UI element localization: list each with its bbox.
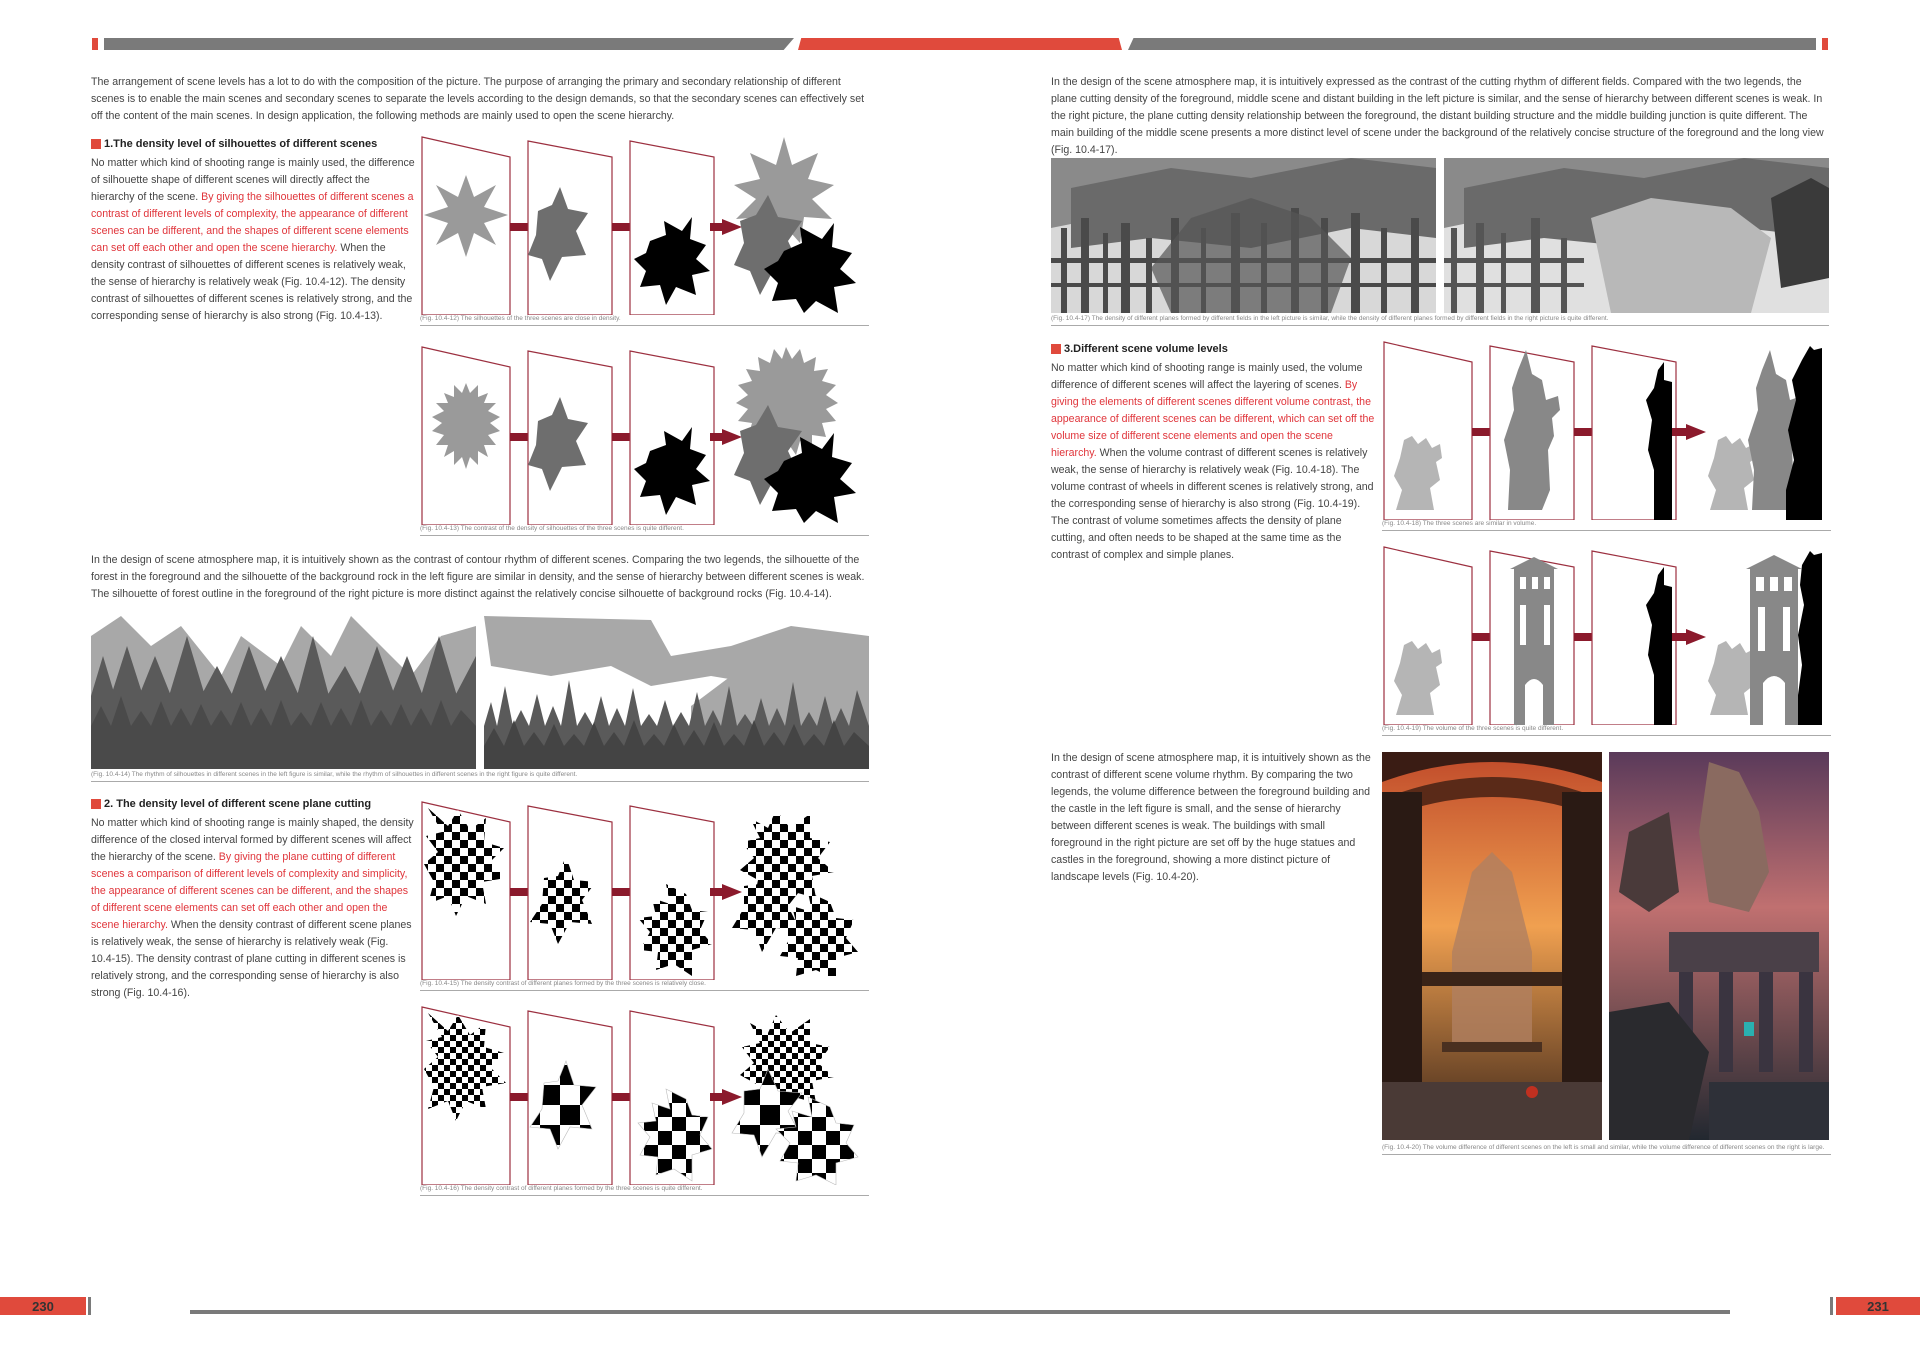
fig-10-4-17-plane-cutting-images [1051,158,1829,313]
s1-text-a: No matter which kind of shooting range is mainly used, the difference of silhouette shape of different scenes will directly affect the hierarchy of the scene. [91,157,415,203]
s2-text-highlight: By giving the plane cutting of different scenes a comparison of different levels of complexity and simplicity, the appearance of different scenes can be different, and the shapes of different scene elements can set off each other and open the scene hierarchy. [91,851,409,931]
plane-image-right [1444,158,1829,313]
fig-10-4-14-forest-silhouettes [91,616,869,769]
caption-fig-10-4-12: (Fig. 10.4-12) The silhouettes of the three scenes are close in density. [420,314,869,326]
s2-text-a: No matter which kind of shooting range is mainly shaped, the density difference of the closed interval formed by different scenes will affect the hierarchy of the scene. [91,817,414,863]
forest-right-panel [484,616,869,769]
footer-line [190,1310,1730,1314]
s2-text-b: When the density contrast of different scene planes is relatively weak, the sense of hierarchy is relatively weak (Fig. 10.4-15). The density contrast of plane cutting in different scenes is relatively strong, and the corresponding sense of hierarchy is also strong (Fig. 10.4-16). [91,919,412,999]
fig-10-4-15-diagram [420,800,870,980]
page-number-left: 230 [0,1297,86,1315]
volume-paragraph: In the design of scene atmosphere map, it is intuitively shown as the contrast of different scene volume rhythm. By comparing the two legends, the volume difference between the foreground building and the castle in the left figure is small, and the sense of hierarchy between different scenes is weak. The buildings with small foreground in the right picture are set off by the huge statues and castles in the foreground, showing a more distinct picture of landscape levels (Fig. 10.4-20). [1051,752,1371,883]
fig-10-4-12-diagram [420,135,870,315]
fig-10-4-16-diagram [420,1005,870,1185]
section-1-paragraph [91,155,415,325]
caption-fig-10-4-18: (Fig. 10.4-18) The three scenes are similar in volume. [1382,519,1831,531]
caption-fig-10-4-16: (Fig. 10.4-16) The density contrast of different planes formed by the three scenes is quite different. [420,1184,869,1196]
section-3-heading [1051,343,1228,355]
top-left-gray-bar [104,38,794,50]
plane-image-left [1051,158,1436,313]
s1-text-b: When the density contrast of silhouettes of different scenes is relatively weak, the sense of hierarchy is relatively weak (Fig. 10.4-12). The density contrast of silhouettes of different scenes is relatively strong, and the corresponding sense of hierarchy is also strong (Fig. 10.4-13). [91,242,413,322]
right-intro-paragraph: In the design of the scene atmosphere map, it is intuitively expressed as the contrast of the cutting rhythm of different fields. Compared with the two legends, the plane cutting density of the foreground, middle scene and distant building in the left picture is similar, and the sense of hierarchy between different scenes is weak. In the right picture, the plane cutting density relationship between the foreground, the distant building structure and the middle building junction is quite different. The main building of the middle scene presents a more distinct level of scene under the background of the relatively concise structure of the foreground and the long view (Fig. 10.4-17). [1051,76,1824,156]
top-left-red-tab [92,38,98,50]
fig-10-4-19-diagram [1382,545,1832,725]
fig-10-4-13-diagram [420,345,870,525]
section-2-title: 2. The density level of different scene plane cutting [104,798,372,810]
fig-10-4-18-diagram [1382,340,1832,520]
caption-fig-10-4-17: (Fig. 10.4-17) The density of different planes formed by different fields in the left picture is similar, while the density of different planes formed by different fields in the right picture is quite different. [1051,314,1829,326]
left-intro-paragraph: The arrangement of scene levels has a lot to do with the composition of the picture. The purpose of arranging the primary and secondary relationship of different scenes is to enable the main scenes and secondary scenes to separate the levels according to the design demands, so that the secondary scenes can effectively set off the content of the main scenes. In design application, the following methods are mainly used to open the scene hierarchy. [91,76,865,122]
caption-fig-10-4-13: (Fig. 10.4-13) The contrast of the density of silhouettes of the three scenes is quite different. [420,524,869,536]
caption-fig-10-4-15: (Fig. 10.4-15) The density contrast of different planes formed by the three scenes is relatively close. [420,979,869,991]
section-bullet-icon [91,799,101,809]
caption-fig-10-4-20: (Fig. 10.4-20) The volume difference of different scenes on the left is small and similar, while the volume difference of different scenes on the right is large. [1382,1143,1831,1155]
fig-10-4-20-painting-right [1609,752,1829,1140]
s3-text-highlight: By giving the elements of different scenes different volume contrast, the appearance of different scenes can be different, which can set off the volume size of different scene elements and open the scene hierarchy. [1051,379,1375,459]
footer-left-tick [88,1297,91,1315]
s3-text-a: No matter which kind of shooting range is mainly used, the volume difference of different scenes will affect the layering of scenes. [1051,362,1363,391]
top-right-red-tab [1822,38,1828,50]
s3-text-b: When the volume contrast of different scenes is relatively weak, the sense of hierarchy is relatively weak (Fig. 10.4-18). The volume contrast of wheels in different scenes is relatively strong, and the corresponding sense of hierarchy is also strong (Fig. 10.4-19). The contrast of volume sometimes affects the density of plane cutting, and often needs to be shaped at the same time as the contrast of complex and simple planes. [1051,447,1374,561]
forest-left-panel [91,616,476,769]
section-1-title: 1.The density level of silhouettes of different scenes [104,138,378,150]
caption-fig-10-4-14: (Fig. 10.4-14) The rhythm of silhouettes in different scenes in the left figure is similar, while the rhythm of silhouettes in different scenes in the right figure is quite different. [91,770,869,782]
section-bullet-icon [1051,344,1061,354]
fig-10-4-20-painting-left [1382,752,1602,1140]
section-3-paragraph [1051,360,1375,564]
caption-fig-10-4-19: (Fig. 10.4-19) The volume of the three scenes is quite different. [1382,724,1831,736]
footer-right-tick [1830,1297,1833,1315]
section-2-heading [91,798,371,810]
section-1-heading [91,138,377,150]
section-2-paragraph [91,815,415,1002]
left-middle-paragraph: In the design of scene atmosphere map, it is intuitively shown as the contrast of contour rhythm of different scenes. Comparing the two legends, the silhouette of the forest in the foreground and the silhouette of the background rock in the left figure are similar in density, and the sense of hierarchy between different scenes is weak. The silhouette of forest outline in the foreground of the right picture is more distinct against the relatively concise silhouette of background rocks (Fig. 10.4-14). [91,554,865,600]
s1-text-highlight: By giving the silhouettes of different scenes a contrast of different levels of complexity, the appearance of different scenes can be different, and the shapes of different scene elements can set off each other and open the scene hierarchy. [91,191,414,254]
section-3-title: 3.Different scene volume levels [1064,343,1228,355]
page-number-right: 231 [1836,1297,1920,1315]
top-center-red-bar [798,38,1122,50]
section-bullet-icon [91,139,101,149]
top-right-gray-bar [1128,38,1816,50]
